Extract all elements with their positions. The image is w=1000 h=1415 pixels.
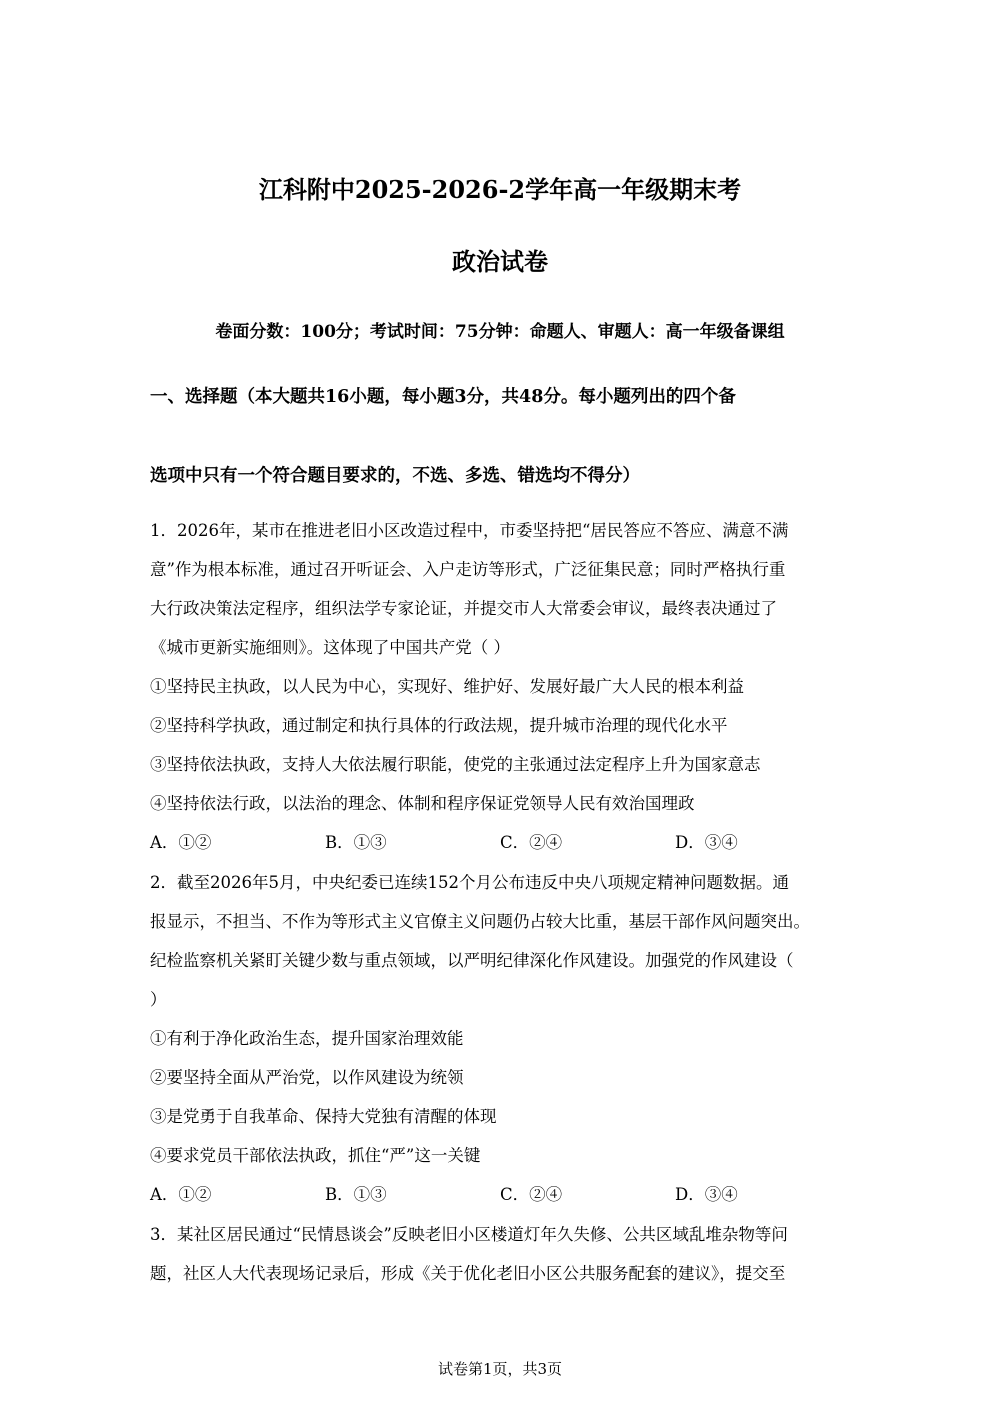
q2-option-b: B．①③ — [325, 1185, 387, 1204]
q2-stem-line: 报显示，不担当、不作为等形式主义官僚主义问题仍占较大比重，基层干部作风问题突出。 — [150, 912, 810, 931]
q2-item: ①有利于净化政治生态，提升国家治理效能 — [150, 1029, 464, 1048]
section-heading-line2: 选项中只有一个符合题目要求的，不选、多选、错选均不得分） — [150, 466, 640, 486]
q3-stem-line: 3．某社区居民通过“民情恳谈会”反映老旧小区楼道灯年久失修、公共区域乱堆杂物等问 — [150, 1225, 788, 1244]
q2-stem-line: 纪检监察机关紧盯关键少数与重点领域，以严明纪律深化作风建设。加强党的作风建设（ — [150, 951, 794, 970]
q2-item: ②要坚持全面从严治党，以作风建设为统领 — [150, 1068, 464, 1087]
q2-stem-line: 2．截至2026年5月，中央纪委已连续152个月公布违反中央八项规定精神问题数据。通 — [150, 873, 789, 892]
q2-item: ④要求党员干部依法执政，抓住“严”这一关键 — [150, 1146, 481, 1165]
section-heading-line1: 一、选择题（本大题共16小题，每小题3分，共48分。每小题列出的四个备 — [150, 387, 736, 407]
q1-option-b: B．①③ — [325, 833, 387, 852]
exam-subject-title: 政治试卷 — [452, 247, 548, 276]
exam-info: 卷面分数：100分；考试时间：75分钟：命题人、审题人：高一年级备课组 — [215, 322, 785, 342]
q1-stem-line: 《城市更新实施细则》。这体现了中国共产党（ ） — [150, 638, 510, 657]
q1-stem-line: 大行政决策法定程序，组织法学专家论证，并提交市人大常委会审议，最终表决通过了 — [150, 599, 777, 618]
exam-title: 江科附中2025-2026-2学年高一年级期末考 — [258, 175, 742, 204]
q1-stem-line: 意”作为根本标准，通过召开听证会、入户走访等形式，广泛征集民意；同时严格执行重 — [150, 560, 786, 579]
q1-option-c: C．②④ — [500, 833, 563, 852]
q1-item: ④坚持依法行政，以法治的理念、体制和程序保证党领导人民有效治国理政 — [150, 794, 695, 813]
q2-option-d: D．③④ — [675, 1185, 738, 1204]
page-footer: 试卷第1页，共3页 — [437, 1360, 563, 1378]
q2-option-c: C．②④ — [500, 1185, 563, 1204]
q1-stem-line: 1．2026年，某市在推进老旧小区改造过程中，市委坚持把“居民答应不答应、满意不满 — [150, 521, 789, 540]
q1-option-a: A．①② — [150, 833, 212, 852]
q2-item: ③是党勇于自我革命、保持大党独有清醒的体现 — [150, 1107, 497, 1126]
q1-item: ②坚持科学执政，通过制定和执行具体的行政法规，提升城市治理的现代化水平 — [150, 716, 728, 735]
q2-option-a: A．①② — [150, 1185, 212, 1204]
q1-item: ①坚持民主执政，以人民为中心，实现好、维护好、发展好最广大人民的根本利益 — [150, 677, 744, 696]
q2-stem-line: ） — [150, 990, 167, 1009]
q1-item: ③坚持依法执政，支持人大依法履行职能，使党的主张通过法定程序上升为国家意志 — [150, 755, 761, 774]
q3-stem-line: 题，社区人大代表现场记录后，形成《关于优化老旧小区公共服务配套的建议》，提交至 — [150, 1264, 786, 1283]
q1-option-d: D．③④ — [675, 833, 738, 852]
